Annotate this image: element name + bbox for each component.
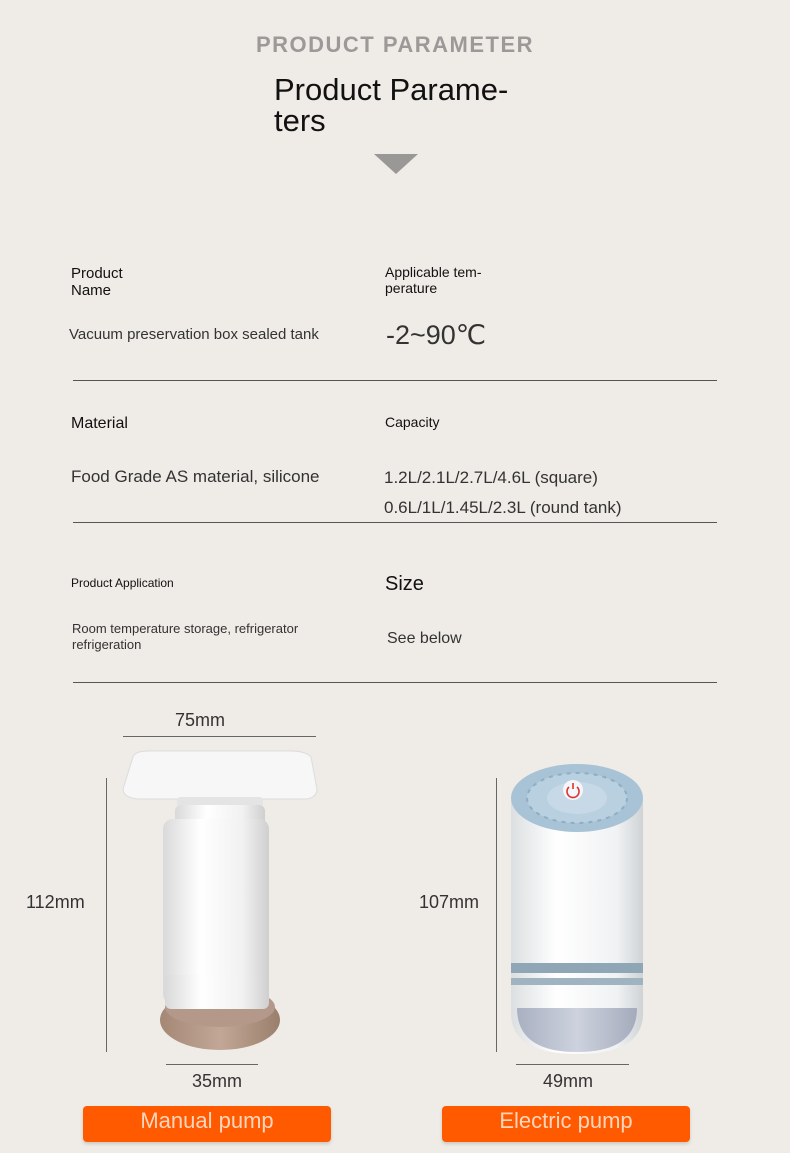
section-heading-en: PRODUCT PARAMETER [255,32,535,57]
row-divider-3 [73,682,717,683]
product-name-label-line-1: Product [71,265,123,282]
page-title [274,74,534,136]
material-value: Food Grade AS material, silicone [71,467,320,486]
material-label: Material [71,415,128,432]
product-name-value: Vacuum preservation box sealed tank [69,326,319,343]
electric-base-label: 49mm [543,1071,594,1091]
electric-height-line [496,778,497,1052]
temperature-label [385,264,482,296]
product-name-label [71,265,123,299]
manual-pump-button[interactable]: Manual pump [83,1106,331,1142]
row-divider-1 [73,380,717,381]
manual-height-line [106,778,107,1052]
manual-width-line [123,736,316,737]
application-value [72,621,298,653]
down-arrow-icon [374,154,418,174]
electric-height-label: 107mm [419,892,480,912]
manual-base-line [166,1064,258,1065]
size-label: Size [385,573,424,595]
power-icon [563,780,583,800]
electric-base-line [516,1064,629,1065]
manual-width-label: 75mm [175,710,226,730]
electric-pump-image [505,758,650,1058]
capacity-value-line-1: 1.2L/2.1L/2.7L/4.6L (square) [384,468,598,487]
temperature-value: -2~90℃ [386,320,487,350]
capacity-label: Capacity [385,414,440,430]
capacity-value [384,463,622,523]
page-title-line-1: Product Parame- [274,72,509,107]
size-value: See below [387,630,462,647]
row-divider-2 [73,522,717,523]
temperature-label-line-1: Applicable tem- [385,264,482,280]
manual-base-label: 35mm [192,1071,243,1091]
electric-pump-button[interactable]: Electric pump [442,1106,690,1142]
application-value-line-2: refrigeration [72,637,142,652]
manual-height-label: 112mm [26,892,85,912]
product-name-label-line-2: Name [71,282,112,299]
capacity-value-line-2: 0.6L/1L/1.45L/2.3L (round tank) [384,498,622,517]
manual-pump-image [115,745,325,1060]
application-value-line-1: Room temperature storage, refrigerator [72,621,299,636]
temperature-label-line-2: perature [385,280,438,296]
application-label: Product Application [71,576,174,590]
page-title-line-2: ters [274,103,326,138]
